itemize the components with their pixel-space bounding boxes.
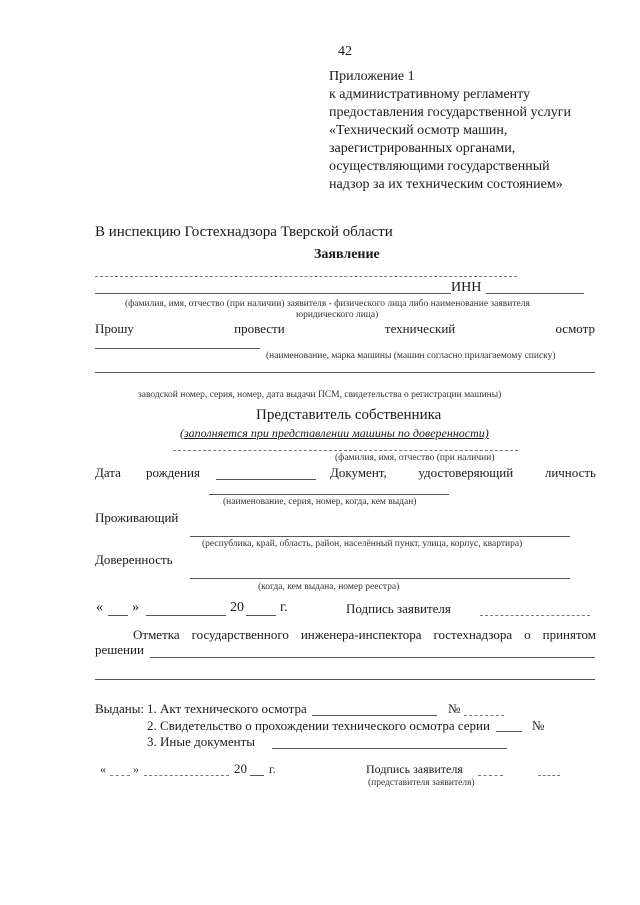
other-docs-field[interactable] — [272, 748, 507, 749]
dob-field[interactable] — [216, 479, 316, 480]
signature-label: Подпись заявителя — [346, 601, 451, 616]
psm-caption: заводской номер, серия, номер, дата выдачи ПСМ, свидетельства о регистрации машины) — [138, 390, 502, 400]
document-word: удостоверяющий — [418, 465, 514, 480]
footer-signature-caption: (представителя заявителя) — [368, 778, 475, 788]
number-sign: № — [448, 701, 461, 716]
machine-field[interactable] — [95, 348, 260, 349]
proxy-label: Доверенность — [95, 552, 173, 567]
applicant-caption: юридического лица) — [296, 310, 379, 320]
decision-field-2[interactable] — [95, 679, 595, 680]
inspector-word: инженера-инспектора — [300, 627, 422, 642]
representative-fio-caption: (фамилия, имя, отчество (при наличии) — [335, 453, 495, 463]
footer-month-field[interactable] — [144, 775, 229, 776]
signature-field[interactable] — [480, 615, 590, 616]
proxy-caption: (когда, кем выдана, номер реестра) — [258, 582, 400, 592]
document-title: Заявление — [314, 247, 380, 262]
document-word: личность — [544, 465, 596, 480]
footer-signature-field-2[interactable] — [538, 775, 560, 776]
month-field[interactable] — [146, 615, 226, 616]
residing-label: Проживающий — [95, 510, 179, 525]
inn-label: ИНН — [451, 280, 482, 295]
appendix-line: надзор за их техническим состоянием» — [329, 177, 563, 192]
footer-signature-field[interactable] — [478, 775, 503, 776]
representative-note: (заполняется при представлении машины по доверенности) — [180, 426, 489, 440]
request-word: технический — [384, 321, 456, 336]
dob-word: Дата — [95, 465, 121, 480]
day-field[interactable] — [108, 615, 128, 616]
appendix-line: осуществляющими государственный — [329, 159, 550, 174]
act-field[interactable] — [312, 715, 437, 716]
machine-caption: (наименование, марка машины (машин согласно прилагаемому списку) — [266, 351, 556, 361]
inspector-word: о — [524, 627, 531, 642]
footer-close-quote: » — [133, 762, 139, 776]
applicant-line-2[interactable] — [95, 293, 451, 294]
year-field[interactable] — [246, 615, 276, 616]
document-caption: (наименование, серия, номер, когда, кем выдан) — [223, 497, 417, 507]
appendix-block — [329, 68, 571, 194]
year-prefix: 20 — [230, 600, 244, 615]
issued-item-1: 1. Акт технического осмотра — [147, 701, 307, 716]
psm-field[interactable] — [95, 372, 595, 373]
inspector-word: принятом — [542, 627, 596, 642]
issued-item-3: 3. Иные документы — [147, 734, 256, 749]
number-sign: № — [532, 718, 545, 733]
request-word: провести — [234, 321, 285, 336]
proxy-field[interactable] — [190, 578, 570, 579]
appendix-line: Приложение 1 — [329, 69, 415, 84]
page-number: 42 — [338, 44, 352, 59]
inspector-line-2: решении — [95, 642, 144, 657]
footer-year-field[interactable] — [250, 775, 264, 776]
document-field[interactable] — [209, 494, 449, 495]
appendix-line: к административному регламенту — [329, 87, 531, 102]
representative-heading: Представитель собственника — [256, 407, 442, 423]
inspector-word: Отметка — [133, 627, 180, 642]
date-close-quote: » — [132, 600, 139, 615]
decision-field[interactable] — [150, 657, 595, 658]
applicant-line-1[interactable] — [95, 276, 517, 277]
dob-word: рождения — [146, 465, 200, 480]
appendix-line: зарегистрированных органами, — [329, 141, 516, 156]
footer-day-field[interactable] — [110, 775, 130, 776]
year-suffix: г. — [280, 600, 288, 615]
issued-item-2: 2. Свидетельство о прохождении технического осмотра серии — [147, 718, 490, 733]
addressee: В инспекцию Гостехнадзора Тверской области — [95, 224, 393, 240]
footer-year-suffix: г. — [269, 762, 276, 776]
applicant-caption: (фамилия, имя, отчество (при наличии) заявителя - физического лица либо наименование заявителя — [125, 299, 530, 309]
inspector-word: государственного — [191, 627, 289, 642]
request-line — [95, 321, 595, 337]
footer-signature-label: Подпись заявителя — [366, 762, 463, 776]
address-caption: (республика, край, область, район, населённый пункт, улица, корпус, квартира) — [202, 539, 523, 549]
act-number-field[interactable] — [464, 715, 504, 716]
inspector-line — [133, 627, 596, 643]
representative-fio-field[interactable] — [173, 450, 518, 451]
document-word: Документ, — [330, 465, 387, 480]
address-field[interactable] — [190, 536, 570, 537]
appendix-line: предоставления государственной услуги — [329, 105, 571, 120]
inn-field[interactable] — [486, 293, 584, 294]
date-open-quote: « — [96, 600, 103, 615]
request-word: Прошу — [95, 321, 134, 336]
footer-year-prefix: 20 — [234, 761, 247, 776]
appendix-line: «Технический осмотр машин, — [329, 123, 508, 138]
footer-open-quote: « — [100, 762, 106, 776]
issued-label: Выданы: — [95, 701, 145, 716]
document-label — [330, 465, 596, 481]
inspector-word: гостехнадзора — [433, 627, 513, 642]
certificate-series-field[interactable] — [496, 731, 522, 732]
request-word: осмотр — [555, 321, 595, 336]
